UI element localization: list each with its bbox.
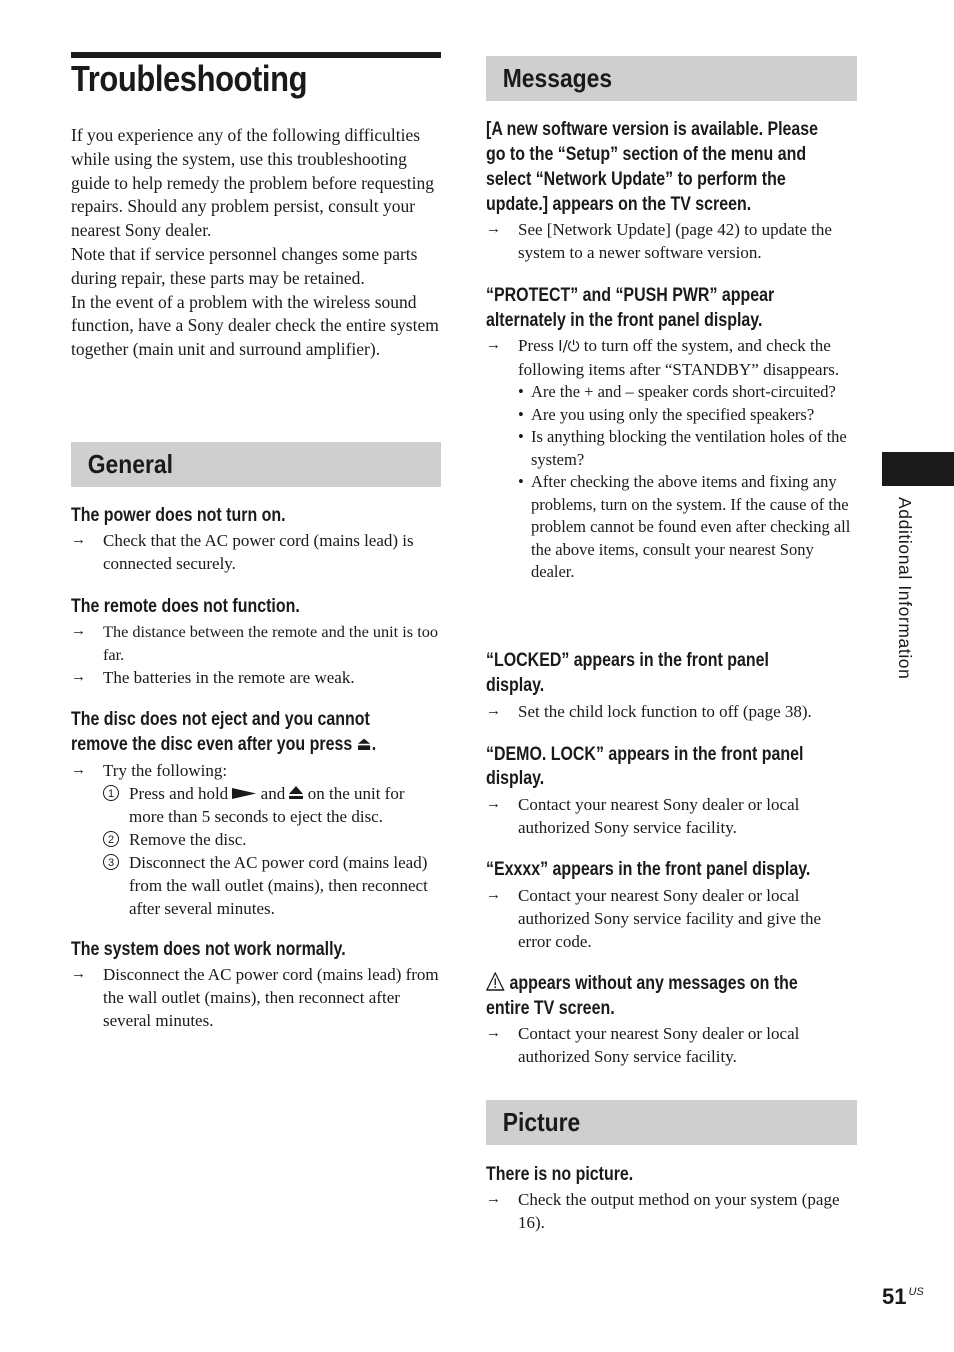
problem-solution-warning bbox=[486, 1022, 857, 1068]
step-number-2: 2 bbox=[103, 831, 119, 847]
section-title-picture: Picture bbox=[502, 1107, 581, 1137]
arrow-icon: → bbox=[71, 532, 86, 548]
problem-title-locked-line-2: display. bbox=[486, 675, 545, 696]
list-item: • Are you using only the specified speakers? bbox=[518, 404, 815, 424]
problem-title-power: The power does not turn on. bbox=[71, 505, 286, 526]
problem-solution-exxxx bbox=[486, 884, 857, 953]
section-title-general: General bbox=[87, 449, 173, 479]
problem-solution-software bbox=[486, 218, 857, 264]
section-header-picture bbox=[486, 1100, 857, 1145]
section-header-general bbox=[71, 442, 441, 487]
problem-solution-demo bbox=[486, 793, 857, 839]
problem-solution-disc bbox=[71, 759, 441, 920]
problem-solution-no-picture bbox=[486, 1188, 857, 1234]
problem-title-software-line-4: update.] appears on the TV screen. bbox=[486, 194, 752, 215]
arrow-icon: → bbox=[71, 669, 86, 685]
side-tab-marker bbox=[882, 452, 954, 486]
arrow-icon: → bbox=[486, 221, 501, 237]
solution-item: → Disconnect the AC power cord (mains lead) from the wall outlet (mains), then reconnect after several minutes. bbox=[71, 965, 439, 1030]
problem-solution-locked bbox=[486, 700, 857, 723]
problem-title-software-line-1: [A new software version is available. Please bbox=[486, 119, 819, 140]
problem-title-disc-line-1: The disc does not eject and you cannot bbox=[71, 709, 370, 730]
intro-paragraph-1: If you experience any of the following difficulties while using the system, use this troubleshooting guide to help remedy the problem before requesting repairs. Should any problem persist, consult your nearest Sony dealer. bbox=[71, 125, 435, 241]
problem-title-software-line-3: select “Network Update” to perform the bbox=[486, 169, 786, 190]
problem-title-demo-line-2: display. bbox=[486, 768, 545, 789]
step-1: 1 Press and hold and on the unit for more than 5 seconds to eject the disc. bbox=[103, 782, 441, 828]
arrow-icon: → bbox=[71, 762, 86, 778]
solution-item: → Set the child lock function to off (page 38). bbox=[486, 702, 812, 721]
arrow-icon: → bbox=[486, 887, 501, 903]
section-header-messages bbox=[486, 56, 857, 101]
step-3: 3 Disconnect the AC power cord (mains lead) from the wall outlet (mains), then reconnect after several minutes. bbox=[103, 851, 441, 920]
section-title-messages: Messages bbox=[502, 63, 613, 93]
page-region-suffix: US bbox=[908, 1286, 924, 1298]
step-number-3: 3 bbox=[103, 854, 119, 870]
list-item: • Is anything blocking the ventilation holes of the system? bbox=[518, 427, 847, 469]
arrow-icon: → bbox=[486, 796, 501, 812]
solution-item: → The distance between the remote and the unit is too far. bbox=[71, 622, 439, 664]
arrow-icon: → bbox=[71, 623, 86, 639]
problem-title-exxxx: “Exxxx” appears in the front panel display. bbox=[486, 859, 811, 880]
problem-solution-protect bbox=[486, 334, 857, 584]
solution-item: → Contact your nearest Sony dealer or local authorized Sony service facility. bbox=[486, 795, 800, 837]
problem-title-warning-line-2: entire TV screen. bbox=[486, 998, 615, 1019]
warning-icon bbox=[486, 972, 504, 991]
play-icon bbox=[232, 787, 256, 800]
solution-item: → Press I/⏻ to turn off the system, and check the following items after “STANDBY” disappears. • Are the + and – speaker cords short-circuited? • Are you using only the specified speakers? • Is anything blocking the ventilation holes of the system? • After checking the above items and fixing any problems, turn on the system. If the cause of the problem cannot be found even after checking all the above items, consult your nearest Sony dealer. bbox=[486, 334, 857, 584]
problem-title-software-line-2: go to the “Setup” section of the menu and bbox=[486, 144, 807, 165]
problem-title-no-picture: There is no picture. bbox=[486, 1164, 634, 1185]
arrow-icon: → bbox=[486, 337, 501, 353]
problem-solution-remote bbox=[71, 620, 441, 689]
solution-item: → Check the output method on your system (page 16). bbox=[486, 1190, 840, 1232]
step-number-1: 1 bbox=[103, 785, 119, 801]
eject-icon bbox=[289, 786, 303, 799]
arrow-icon: → bbox=[486, 703, 501, 719]
page-number: 51 $^{US}$ bbox=[882, 1284, 924, 1309]
problem-solution-power bbox=[71, 529, 441, 575]
problem-title-protect-line-2: alternately in the front panel display. bbox=[486, 310, 763, 331]
problem-title-remote: The remote does not function. bbox=[71, 596, 300, 617]
intro-paragraph-3: In the event of a problem with the wireless sound function, have a Sony dealer check the entire system together (main unit and surround amplifier). bbox=[71, 291, 439, 360]
solution-item: → The batteries in the remote are weak. bbox=[71, 668, 355, 687]
side-section-label: Additional Information bbox=[895, 497, 915, 680]
step-2: 2 Remove the disc. bbox=[103, 828, 441, 851]
problem-solution-normal bbox=[71, 963, 441, 1032]
page-title: Troubleshooting bbox=[71, 58, 308, 99]
power-icon: I/⏻ bbox=[558, 337, 580, 355]
arrow-icon: → bbox=[486, 1191, 501, 1207]
problem-title-protect-line-1: “PROTECT” and “PUSH PWR” appear bbox=[486, 285, 775, 306]
problem-title-disc-line-2: remove the disc even after you press ⏏. bbox=[71, 734, 377, 755]
problem-title-warning-line-1: appears without any messages on the bbox=[486, 971, 798, 996]
check-list bbox=[518, 381, 857, 584]
problem-title-demo-line-1: “DEMO. LOCK” appears in the front panel bbox=[486, 744, 804, 765]
list-item: • Are the + and – speaker cords short-circuited? bbox=[518, 382, 836, 401]
problem-title-normal: The system does not work normally. bbox=[71, 939, 346, 960]
arrow-icon: → bbox=[486, 1025, 501, 1041]
list-item: • After checking the above items and fixing any problems, turn on the system. If the cause of the problem cannot be found even after checking all the above items, consult your nearest Sony dealer. bbox=[518, 472, 851, 581]
intro bbox=[71, 124, 441, 362]
solution-item: → See [Network Update] (page 42) to update the system to a newer software version. bbox=[486, 220, 832, 262]
solution-item: → Contact your nearest Sony dealer or local authorized Sony service facility and give the error code. bbox=[486, 886, 822, 951]
arrow-icon: → bbox=[71, 966, 86, 982]
problem-title-locked-line-1: “LOCKED” appears in the front panel bbox=[486, 650, 769, 671]
solution-item: → Check that the AC power cord (mains lead) is connected securely. bbox=[71, 531, 414, 573]
solution-item: → Contact your nearest Sony dealer or local authorized Sony service facility. bbox=[486, 1024, 800, 1066]
intro-paragraph-2: Note that if service personnel changes some parts during repair, these parts may be retained. bbox=[71, 243, 418, 288]
solution-item: → Try the following: 1 Press and hold and on the unit for more than 5 seconds to eject the disc. 2 Remove the disc. 3 Disconnect the AC power cord (mains lead) from the wall outlet (mains), then reconnect after several minutes. bbox=[71, 759, 441, 920]
